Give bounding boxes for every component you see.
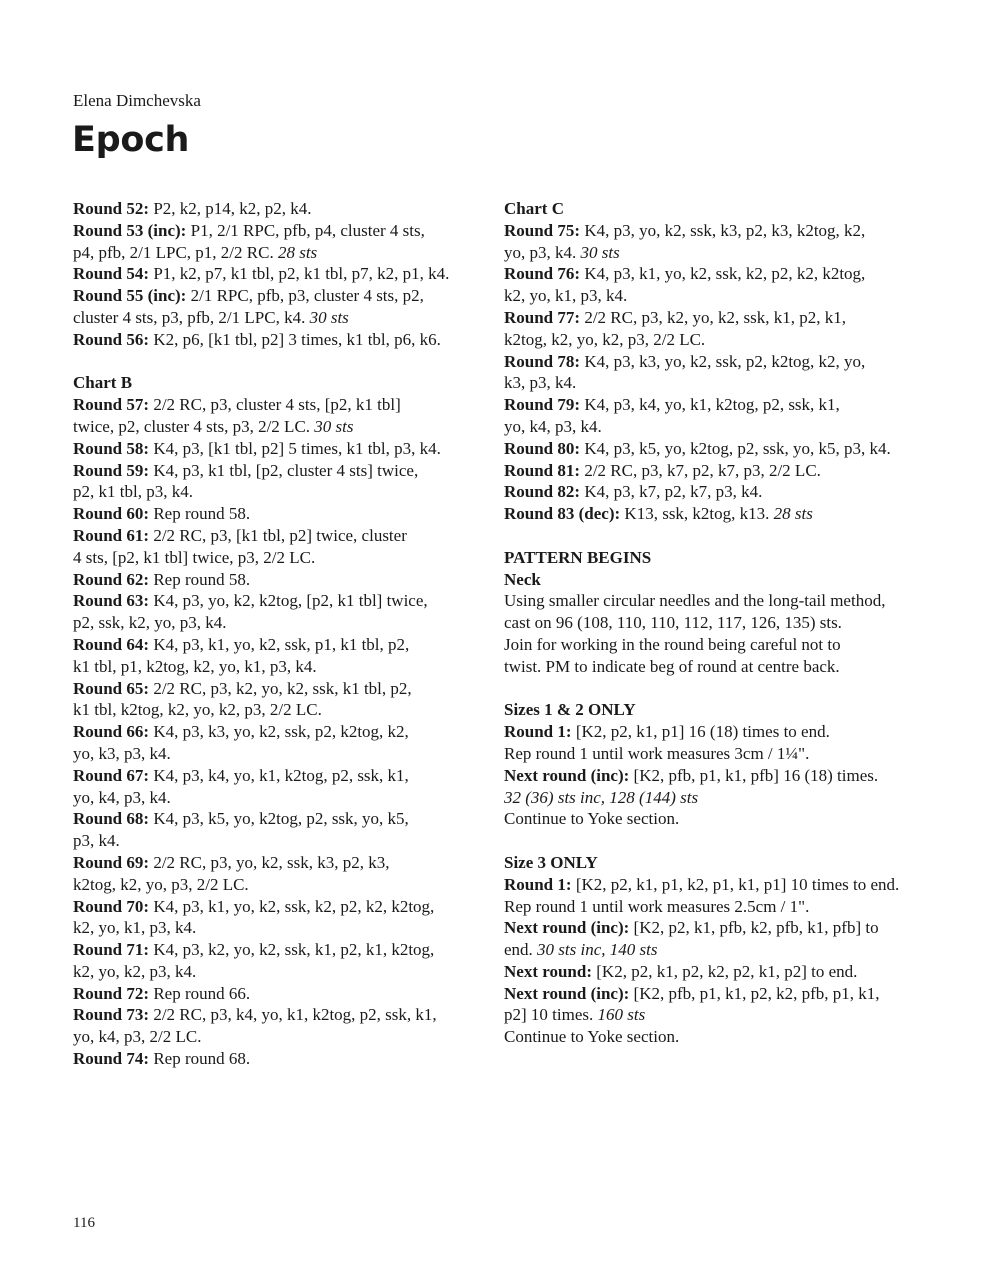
round-text: 2/2 RC, p3, cluster 4 sts, [p2, k1 tbl]: [149, 395, 401, 415]
round-text: Rep round 66.: [149, 983, 251, 1003]
s3-continue: Continue to Yoke section.: [504, 1027, 680, 1047]
round-text: k1 tbl, p1, k2tog, k2, yo, k1, p3, k4.: [73, 656, 317, 676]
round-text: k2, yo, k1, p3, k4.: [504, 286, 628, 306]
round-text: 2/2 RC, p3, k2, yo, k2, ssk, k1, p2, k1,: [580, 307, 846, 327]
round-label: Round 58:: [73, 438, 150, 458]
round-label: Round 66:: [73, 722, 150, 742]
round-label: Next round (inc):: [504, 918, 630, 938]
round-text: P1, 2/1 RPC, pfb, p4, cluster 4 sts,: [186, 220, 425, 240]
round-text: 2/2 RC, p3, k7, p2, k7, p3, 2/2 LC.: [580, 460, 821, 480]
round-text: K4, p3, [k1 tbl, p2] 5 times, k1 tbl, p3, k4.: [149, 438, 441, 458]
round-69: [73, 852, 483, 874]
round-77-cont: [504, 329, 914, 351]
round-82: [504, 481, 914, 503]
round-label: Round 78:: [504, 351, 581, 371]
round-text: k2, yo, k1, p3, k4.: [73, 918, 197, 938]
round-text: k3, p3, k4.: [504, 373, 577, 393]
round-label: Round 67:: [73, 765, 150, 785]
round-53-cont: [73, 242, 483, 264]
neck-line: Using smaller circular needles and the long-tail method,: [504, 591, 886, 611]
round-text: [K2, pfb, p1, k1, pfb] 16 (18) times.: [629, 765, 879, 785]
stitch-count: 160 sts: [597, 1005, 646, 1025]
round-83: [504, 503, 914, 525]
round-52: [73, 198, 483, 220]
round-58: [73, 438, 483, 460]
stitch-count: 28 sts: [277, 242, 318, 262]
round-text: K4, p3, k7, p2, k7, p3, k4.: [580, 482, 763, 502]
round-label: Round 65:: [73, 678, 150, 698]
round-68: [73, 808, 483, 830]
round-71: [73, 939, 483, 961]
round-77: [504, 307, 914, 329]
round-text: yo, k3, p3, k4.: [73, 743, 171, 763]
stitch-count: 30 sts: [580, 242, 620, 262]
round-text: Rep round 58.: [149, 504, 251, 524]
round-75-cont: [504, 242, 914, 264]
round-label: Round 76:: [504, 264, 581, 284]
round-72: [73, 983, 483, 1005]
round-70: [73, 896, 483, 918]
round-label: Round 75:: [504, 220, 581, 240]
round-67-cont: [73, 787, 483, 809]
round-label: Round 81:: [504, 460, 581, 480]
round-label: Next round:: [504, 961, 592, 981]
round-text: k2, yo, k2, p3, k4.: [73, 961, 197, 981]
round-69-cont: [73, 874, 483, 896]
page-number: 116: [73, 1215, 95, 1231]
left-column: [73, 198, 483, 1070]
round-79-cont: [504, 416, 914, 438]
round-label: Next round (inc):: [504, 765, 630, 785]
round-label: Round 63:: [73, 591, 150, 611]
round-text: 2/2 RC, p3, k4, yo, k1, k2tog, p2, ssk, k1,: [149, 1005, 437, 1025]
round-text: p2, k1 tbl, p3, k4.: [73, 482, 193, 502]
round-text: K4, p3, k1, yo, k2, ssk, k2, p2, k2, k2tog,: [580, 264, 866, 284]
round-56: [73, 329, 483, 351]
round-label: Round 80:: [504, 438, 581, 458]
round-60: [73, 503, 483, 525]
round-text: K4, p3, k5, yo, k2tog, p2, ssk, yo, k5,: [149, 809, 409, 829]
s12-next-round-cont: [504, 787, 914, 809]
round-76-cont: [504, 285, 914, 307]
round-text: [K2, p2, k1, pfb, k2, pfb, k1, pfb] to: [629, 918, 879, 938]
round-text: p2] 10 times.: [504, 1005, 598, 1025]
round-text: K4, p3, k3, yo, k2, ssk, p2, k2tog, k2, yo,: [580, 351, 866, 371]
round-text: K4, p3, k1, yo, k2, ssk, k2, p2, k2, k2tog,: [149, 896, 435, 916]
round-text: K4, p3, k2, yo, k2, ssk, k1, p2, k1, k2tog,: [149, 940, 435, 960]
round-71-cont: [73, 961, 483, 983]
round-70-cont: [73, 917, 483, 939]
round-text: P2, k2, p14, k2, p2, k4.: [149, 199, 312, 218]
round-label: Round 82:: [504, 482, 581, 502]
round-text: 2/2 RC, p3, k2, yo, k2, ssk, k1 tbl, p2,: [149, 678, 412, 698]
round-label: Round 55 (inc):: [73, 286, 187, 306]
round-61: [73, 525, 483, 547]
size-3-heading: Size 3 ONLY: [504, 852, 598, 872]
round-label: Round 72:: [73, 983, 150, 1003]
round-80: [504, 438, 914, 460]
round-text: K4, p3, k5, yo, k2tog, p2, ssk, yo, k5, p3, k4.: [580, 438, 891, 458]
round-text: cluster 4 sts, p3, pfb, 2/1 LPC, k4.: [73, 307, 310, 327]
s12-continue: Continue to Yoke section.: [504, 809, 680, 829]
round-label: Round 64:: [73, 634, 150, 654]
pattern-title: Epoch: [72, 120, 190, 160]
s12-round-1: [504, 721, 914, 743]
pattern-begins-heading: PATTERN BEGINS: [504, 547, 652, 567]
round-text: yo, k4, p3, 2/2 LC.: [73, 1027, 202, 1047]
s3-next-round-1-cont: [504, 939, 914, 961]
round-text: K4, p3, k1 tbl, [p2, cluster 4 sts] twice,: [149, 460, 419, 480]
round-text: Rep round 68.: [149, 1049, 251, 1069]
round-text: K4, p3, k3, yo, k2, ssk, p2, k2tog, k2,: [149, 722, 409, 742]
round-54: [73, 263, 483, 285]
round-67: [73, 765, 483, 787]
round-label: Round 69:: [73, 852, 150, 872]
stitch-count: 30 sts: [314, 416, 354, 436]
round-label: Next round (inc):: [504, 983, 630, 1003]
round-53: [73, 220, 483, 242]
round-55: [73, 285, 483, 307]
round-text: p3, k4.: [73, 831, 120, 851]
round-text: K4, p3, yo, k2, k2tog, [p2, k1 tbl] twice,: [149, 591, 428, 611]
s12-repeat: Rep round 1 until work measures 3cm / 1¼".: [504, 743, 810, 763]
round-label: Round 71:: [73, 940, 150, 960]
round-label: Round 77:: [504, 307, 581, 327]
round-text: Rep round 58.: [149, 569, 251, 589]
round-text: end.: [504, 940, 538, 960]
round-text: K4, p3, yo, k2, ssk, k3, p2, k3, k2tog, k2,: [580, 220, 866, 240]
round-label: Round 54:: [73, 264, 150, 284]
round-label: Round 1:: [504, 874, 572, 894]
stitch-count: 30 sts: [309, 307, 349, 327]
round-text: [K2, p2, k1, p1] 16 (18) times to end.: [571, 722, 830, 742]
round-61-cont: [73, 547, 483, 569]
neck-line: cast on 96 (108, 110, 110, 112, 117, 126, 135) sts.: [504, 613, 842, 633]
round-label: Round 61:: [73, 525, 150, 545]
round-label: Round 53 (inc):: [73, 220, 187, 240]
round-text: yo, p3, k4.: [504, 242, 581, 262]
round-55-cont: [73, 307, 483, 329]
round-label: Round 57:: [73, 395, 150, 415]
round-text: P1, k2, p7, k1 tbl, p2, k1 tbl, p7, k2, p1, k4.: [149, 264, 450, 284]
round-59: [73, 460, 483, 482]
neck-line: twist. PM to indicate beg of round at centre back.: [504, 656, 840, 676]
round-text: k1 tbl, k2tog, k2, yo, k2, p3, 2/2 LC.: [73, 700, 322, 720]
round-57-cont: [73, 416, 483, 438]
round-text: [K2, p2, k1, p2, k2, p2, k1, p2] to end.: [592, 961, 858, 981]
s3-next-round-3: [504, 983, 914, 1005]
right-column: [504, 198, 914, 1048]
s3-next-round-3-cont: [504, 1004, 914, 1026]
round-text: yo, k4, p3, k4.: [73, 787, 171, 807]
round-66: [73, 721, 483, 743]
round-text: K4, p3, k4, yo, k1, k2tog, p2, ssk, k1,: [149, 765, 409, 785]
round-text: 4 sts, [p2, k1 tbl] twice, p3, 2/2 LC.: [73, 547, 316, 567]
round-text: K13, ssk, k2tog, k13.: [620, 504, 774, 524]
round-65-cont: [73, 699, 483, 721]
round-text: 2/2 RC, p3, yo, k2, ssk, k3, p2, k3,: [149, 852, 390, 872]
round-label: Round 1:: [504, 722, 572, 742]
stitch-count: 30 sts inc, 140 sts: [537, 940, 658, 960]
stitch-count: 32 (36) sts inc, 128 (144) sts: [504, 787, 699, 807]
round-label: Round 68:: [73, 809, 150, 829]
round-74: [73, 1048, 483, 1070]
round-text: K4, p3, k1, yo, k2, ssk, p1, k1 tbl, p2,: [149, 634, 410, 654]
neck-heading: Neck: [504, 569, 541, 589]
stitch-count: 28 sts: [773, 504, 813, 524]
round-73-cont: [73, 1026, 483, 1048]
s12-next-round: [504, 765, 914, 787]
s3-next-round-1: [504, 917, 914, 939]
round-label: Round 52:: [73, 199, 150, 218]
round-text: k2tog, k2, yo, k2, p3, 2/2 LC.: [504, 329, 706, 349]
sizes-1-2-heading: Sizes 1 & 2 ONLY: [504, 700, 636, 720]
author-name: Elena Dimchevska: [73, 91, 201, 110]
round-text: [K2, pfb, p1, k1, p2, k2, pfb, p1, k1,: [629, 983, 880, 1003]
round-label: Round 59:: [73, 460, 150, 480]
round-label: Round 74:: [73, 1049, 150, 1069]
chart-c-heading: Chart C: [504, 199, 564, 218]
round-label: Round 73:: [73, 1005, 150, 1025]
round-59-cont: [73, 481, 483, 503]
round-66-cont: [73, 743, 483, 765]
round-64-cont: [73, 656, 483, 678]
round-62: [73, 569, 483, 591]
round-label: Round 70:: [73, 896, 150, 916]
round-76: [504, 263, 914, 285]
chart-b-heading: Chart B: [73, 373, 133, 393]
round-label: Round 62:: [73, 569, 150, 589]
round-text: p4, pfb, 2/1 LPC, p1, 2/2 RC.: [73, 242, 278, 262]
round-78: [504, 351, 914, 373]
round-text: 2/1 RPC, pfb, p3, cluster 4 sts, p2,: [186, 286, 424, 306]
round-64: [73, 634, 483, 656]
round-78-cont: [504, 372, 914, 394]
round-text: k2tog, k2, yo, p3, 2/2 LC.: [73, 874, 249, 894]
round-73: [73, 1004, 483, 1026]
round-label: Round 79:: [504, 395, 581, 415]
s3-repeat: Rep round 1 until work measures 2.5cm / 1".: [504, 896, 810, 916]
s3-round-1: [504, 874, 914, 896]
round-text: 2/2 RC, p3, [k1 tbl, p2] twice, cluster: [149, 525, 407, 545]
s3-next-round-2: [504, 961, 914, 983]
round-text: yo, k4, p3, k4.: [504, 416, 602, 436]
round-75: [504, 220, 914, 242]
round-text: K4, p3, k4, yo, k1, k2tog, p2, ssk, k1,: [580, 395, 840, 415]
round-label: Round 83 (dec):: [504, 504, 621, 524]
round-81: [504, 460, 914, 482]
neck-line: Join for working in the round being careful not to: [504, 634, 841, 654]
round-label: Round 56:: [73, 329, 150, 349]
round-text: [K2, p2, k1, p1, k2, p1, k1, p1] 10 times to end.: [571, 874, 900, 894]
round-65: [73, 678, 483, 700]
round-68-cont: [73, 830, 483, 852]
round-text: twice, p2, cluster 4 sts, p3, 2/2 LC.: [73, 416, 315, 436]
round-63: [73, 590, 483, 612]
round-text: K2, p6, [k1 tbl, p2] 3 times, k1 tbl, p6, k6.: [149, 329, 441, 349]
round-57: [73, 394, 483, 416]
round-79: [504, 394, 914, 416]
round-label: Round 60:: [73, 504, 150, 524]
round-text: p2, ssk, k2, yo, p3, k4.: [73, 613, 227, 633]
round-63-cont: [73, 612, 483, 634]
